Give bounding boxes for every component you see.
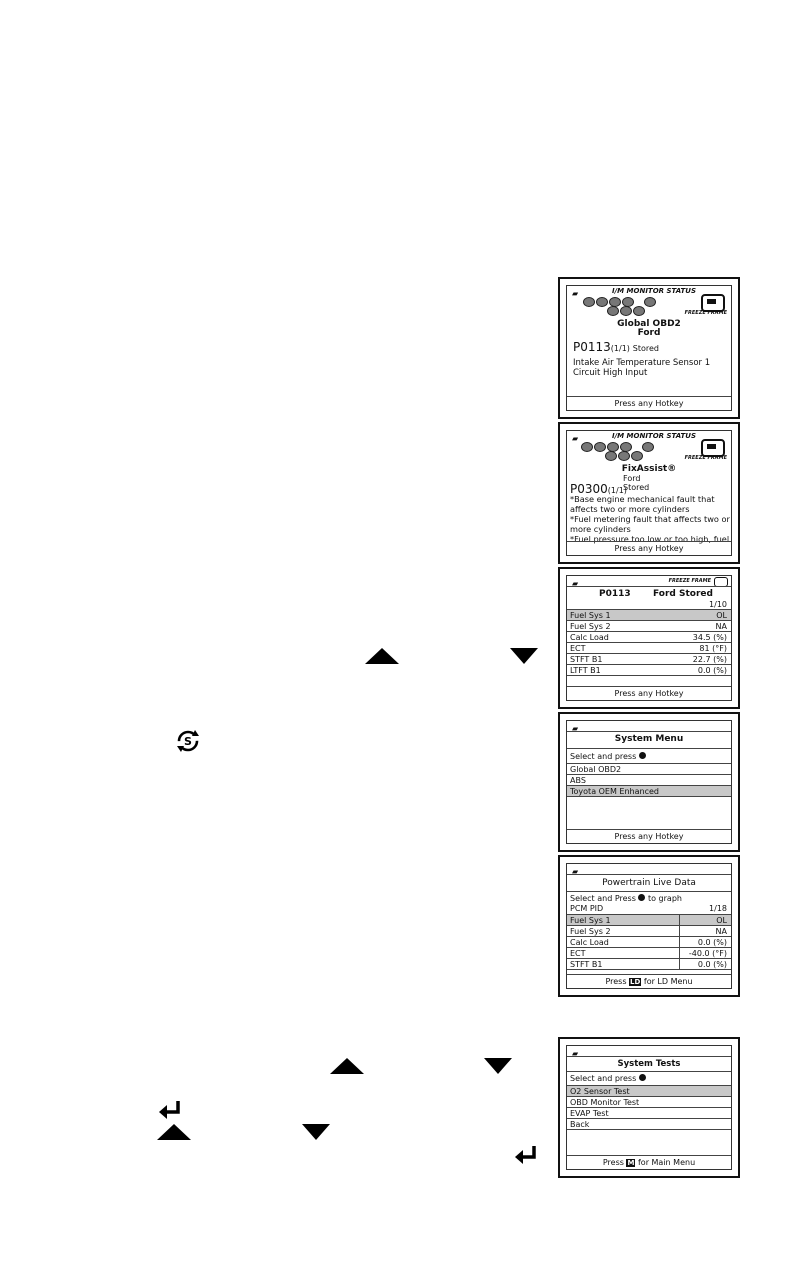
freeze-frame-label: FREEZE FRAME [668, 578, 711, 584]
pid-label: Fuel Sys 1 [570, 611, 611, 620]
screen-display [566, 285, 732, 411]
menu-item[interactable] [567, 1086, 731, 1097]
footer-text: Press [605, 977, 627, 986]
screen-title: Global OBD2 [617, 319, 681, 329]
pid-label: Calc Load [570, 633, 609, 642]
footer-text-suffix: for Main Menu [637, 1158, 696, 1167]
freeze-frame-label: FREEZE FRAME [684, 455, 727, 461]
monitor-icons-row2 [607, 306, 645, 316]
down-arrow-icon [510, 648, 538, 664]
pid-label: STFT B1 [570, 960, 603, 969]
pid-row[interactable] [567, 915, 731, 926]
dtc-status: Stored [632, 344, 660, 353]
dtc-desc-2: Circuit High Input [573, 368, 648, 378]
menu-prompt [570, 1074, 646, 1083]
monitor-icon [605, 451, 617, 461]
pid-value: OL [716, 611, 727, 620]
pid-row[interactable] [567, 610, 731, 621]
pid-label: STFT B1 [570, 655, 603, 664]
pid-row[interactable] [567, 621, 731, 632]
pid-row[interactable] [567, 632, 731, 643]
dtc-code: P0113 [573, 340, 611, 354]
screen-live-data [558, 855, 740, 997]
prompt-text-suffix: to graph [647, 894, 682, 903]
live-data-prompt [570, 894, 682, 903]
monitor-icon [620, 306, 632, 316]
enter-key-icon [639, 1074, 646, 1081]
screen-fixassist [558, 422, 740, 564]
dtc-index: (1/1) [607, 486, 627, 495]
dtc-index: (1/1) [610, 344, 630, 353]
screen-display [566, 720, 732, 844]
menu-item-label: O2 Sensor Test [570, 1087, 630, 1096]
up-arrow-icon [365, 648, 399, 664]
imm-title: I/M MONITOR STATUS [611, 432, 697, 440]
fixassist-line: *Base engine mechanical fault that [570, 494, 715, 504]
menu-item[interactable] [567, 1097, 731, 1108]
screen-display [566, 430, 732, 556]
dtc-make: Ford [623, 474, 641, 483]
fixassist-line: *Fuel pressure too low or too high, fuel [570, 534, 730, 544]
pid-value: 81 (°F) [699, 644, 727, 653]
footer-text: Press [602, 1158, 624, 1167]
monitor-icons-row2 [605, 451, 643, 461]
menu-item-label: Global OBD2 [570, 765, 622, 774]
screen-system-tests [558, 1037, 740, 1178]
pid-row[interactable] [567, 948, 731, 959]
m-key-icon: M [627, 1159, 635, 1167]
menu-item[interactable] [567, 786, 731, 797]
pid-row[interactable] [567, 959, 731, 970]
pid-label: LTFT B1 [570, 666, 601, 675]
screen-title: Powertrain Live Data [602, 878, 696, 888]
menu-item-label: ABS [570, 776, 586, 785]
svg-text:S: S [184, 735, 192, 748]
pid-label: Fuel Sys 2 [570, 927, 611, 936]
footer-hint: Press any Hotkey [614, 832, 684, 841]
enter-key-icon [639, 752, 646, 759]
pid-label: Calc Load [570, 938, 609, 947]
footer-hint: Press any Hotkey [614, 399, 684, 408]
screen-display [566, 575, 732, 701]
monitor-icon [633, 306, 645, 316]
menu-item-label: OBD Monitor Test [570, 1098, 640, 1107]
imm-title: I/M MONITOR STATUS [611, 287, 697, 295]
footer-text-suffix: for LD Menu [643, 977, 693, 986]
pid-value: OL [716, 916, 727, 925]
page-indicator: 1/10 [709, 600, 727, 609]
pid-value: 22.7 (%) [692, 655, 727, 664]
monitor-icon [607, 306, 619, 316]
menu-item[interactable] [567, 764, 731, 775]
screen-global-obd2 [558, 277, 740, 419]
pid-label: ECT [570, 949, 586, 958]
menu-item[interactable] [567, 1108, 731, 1119]
prompt-text: Select and press [570, 1074, 637, 1083]
car-icon: ▰ [572, 724, 579, 733]
screen-title: System Menu [614, 734, 684, 744]
screen-title: System Tests [617, 1059, 681, 1069]
screen-title: FixAssist® [621, 464, 677, 474]
car-icon: ▰ [572, 1049, 579, 1058]
pid-value: NA [715, 927, 727, 936]
enter-key-icon [638, 894, 645, 901]
footer-hint: Press any Hotkey [614, 544, 684, 553]
screen-system-menu [558, 712, 740, 852]
fixassist-line: affects two or more cylinders [570, 504, 690, 514]
pid-row[interactable] [567, 643, 731, 654]
screen-display [566, 863, 732, 989]
freeze-frame-label: FREEZE FRAME [684, 310, 727, 316]
footer-hint [567, 977, 731, 986]
prompt-text: Select and press [570, 752, 637, 761]
monitor-icon [642, 442, 654, 452]
pid-value: 0.0 (%) [697, 938, 727, 947]
pid-label: Fuel Sys 2 [570, 622, 611, 631]
ld-key-icon: LD [630, 978, 641, 986]
dtc-code: P0113 [599, 589, 631, 599]
screen-freeze-frame [558, 567, 740, 709]
page-indicator: 1/18 [709, 904, 727, 913]
prompt-text: Select and Press [570, 894, 636, 903]
pid-row[interactable] [567, 926, 731, 937]
menu-item-label: Toyota OEM Enhanced [570, 787, 659, 796]
car-icon: ▰ [572, 289, 579, 298]
dtc-code: P0300 [570, 482, 608, 496]
pid-value: NA [715, 622, 727, 631]
monitor-icon [581, 442, 593, 452]
pid-row[interactable] [567, 654, 731, 665]
pid-row[interactable] [567, 665, 731, 676]
pid-label: ECT [570, 644, 586, 653]
footer-hint: Press any Hotkey [614, 689, 684, 698]
screen-title: Ford Stored [653, 589, 713, 599]
pid-label: Fuel Sys 1 [570, 916, 611, 925]
up-arrow-icon [157, 1124, 191, 1140]
dtc-line [570, 476, 627, 496]
monitor-icon [631, 451, 643, 461]
enter-icon [514, 1145, 538, 1165]
fixassist-line: more cylinders [570, 524, 631, 534]
pid-value: 0.0 (%) [697, 960, 727, 969]
car-icon: ▰ [572, 867, 579, 876]
pid-label-header: PCM PID [570, 904, 604, 913]
car-icon: ▰ [572, 579, 579, 588]
dtc-desc-1: Intake Air Temperature Sensor 1 [573, 358, 711, 368]
monitor-icon [618, 451, 630, 461]
pid-value: -40.0 (°F) [688, 949, 727, 958]
pid-value: 34.5 (%) [692, 633, 727, 642]
footer-hint [567, 1158, 731, 1167]
monitor-icon [644, 297, 656, 307]
dtc-line [573, 342, 659, 354]
menu-prompt [570, 752, 646, 761]
screen-subtitle: Ford [637, 328, 661, 338]
enter-icon [158, 1100, 182, 1120]
menu-item[interactable] [567, 1119, 731, 1130]
fixassist-line: *Fuel metering fault that affects two or [570, 514, 730, 524]
down-arrow-icon [302, 1124, 330, 1140]
dtc-status: Stored [623, 483, 650, 492]
pid-row[interactable] [567, 937, 731, 948]
menu-item[interactable] [567, 775, 731, 786]
menu-item-label: Back [570, 1120, 590, 1129]
menu-item-label: EVAP Test [570, 1109, 609, 1118]
pid-value: 0.0 (%) [697, 666, 727, 675]
monitor-icon [583, 297, 595, 307]
up-arrow-icon [330, 1058, 364, 1074]
car-icon: ▰ [572, 434, 579, 443]
down-arrow-icon [484, 1058, 512, 1074]
system-menu-icon [175, 728, 201, 754]
screen-display [566, 1045, 732, 1170]
